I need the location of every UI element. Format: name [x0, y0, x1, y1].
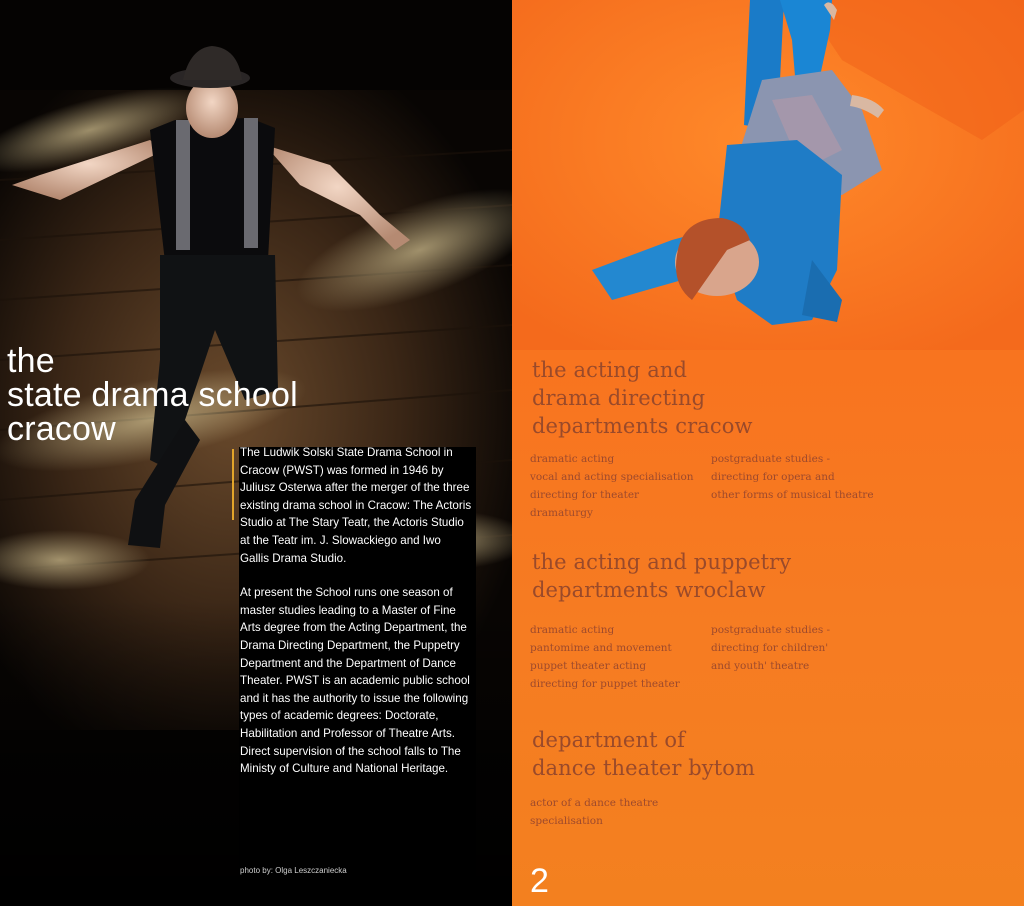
section-2-heading-line-1: the acting and puppetry: [532, 550, 792, 574]
list-item: pantomime and movement: [530, 642, 672, 654]
title-line-1: the: [7, 342, 55, 380]
accent-bar: [232, 449, 234, 520]
list-item: directing for opera and: [711, 471, 835, 483]
section-2-heading-line-2: departments wroclaw: [532, 578, 766, 602]
section-3-heading-line-2: dance theater bytom: [532, 756, 756, 780]
dancer-photo: [512, 0, 1024, 350]
list-item: dramatic acting: [530, 453, 615, 465]
list-item: dramatic acting: [530, 624, 615, 636]
right-page: [512, 0, 1024, 906]
section-2-programs: [530, 621, 680, 693]
page-title: [7, 344, 298, 446]
list-item: other forms of musical theatre: [711, 489, 874, 501]
list-item: actor of a dance theatre: [530, 797, 659, 809]
list-item: vocal and acting specialisation: [530, 471, 694, 483]
intro-paragraph-2: At present the School runs one season of master studies leading to a Master of Fine Arts degree from the Acting Department, the Drama Directing Department, the Puppetry Department and the Department of Dance Theater. PWST is an academic public school and it has the authority to issue the following types of academic degrees: Doctorate, Habilitation and Professor of Theatre Arts. Direct supervision of the school falls to The Ministy of Culture and National Heritage.: [240, 586, 470, 776]
section-2-heading: [532, 548, 791, 604]
section-2-postgraduate: [711, 621, 830, 675]
section-1-programs: [530, 450, 694, 522]
list-item: postgraduate studies -: [711, 624, 831, 636]
list-item: puppet theater acting: [530, 660, 647, 672]
section-1-heading-line-2: drama directing: [532, 386, 706, 410]
page-number: 2: [530, 862, 549, 900]
list-item: and youth' theatre: [711, 660, 810, 672]
section-1-postgraduate: [711, 450, 874, 504]
section-3-heading-line-1: department of: [532, 728, 686, 752]
title-line-2: state drama school: [7, 376, 298, 414]
list-item: dramaturgy: [530, 507, 593, 519]
list-item: specialisation: [530, 815, 603, 827]
intro-text: [240, 444, 472, 795]
section-3-heading: [532, 726, 755, 782]
section-1-heading: [532, 356, 753, 440]
list-item: directing for theater: [530, 489, 640, 501]
list-item: directing for puppet theater: [530, 678, 680, 690]
photo-credit: photo by: Olga Leszczaniecka: [240, 866, 347, 875]
list-item: postgraduate studies -: [711, 453, 831, 465]
list-item: directing for children': [711, 642, 829, 654]
title-line-3: cracow: [7, 410, 116, 448]
section-1-heading-line-3: departments cracow: [532, 414, 753, 438]
section-1-heading-line-1: the acting and: [532, 358, 688, 382]
intro-paragraph-1: The Ludwik Solski State Drama School in Cracow (PWST) was formed in 1946 by Juliusz Osterwa after the merger of the three existing drama school in Cracow: The Actoris Studio at The Stary Teatr, the Actoris Studio at the Teatr im. J. Slowackiego and Iwo Gallis Drama Studio.: [240, 446, 472, 565]
section-3-programs: [530, 794, 658, 830]
